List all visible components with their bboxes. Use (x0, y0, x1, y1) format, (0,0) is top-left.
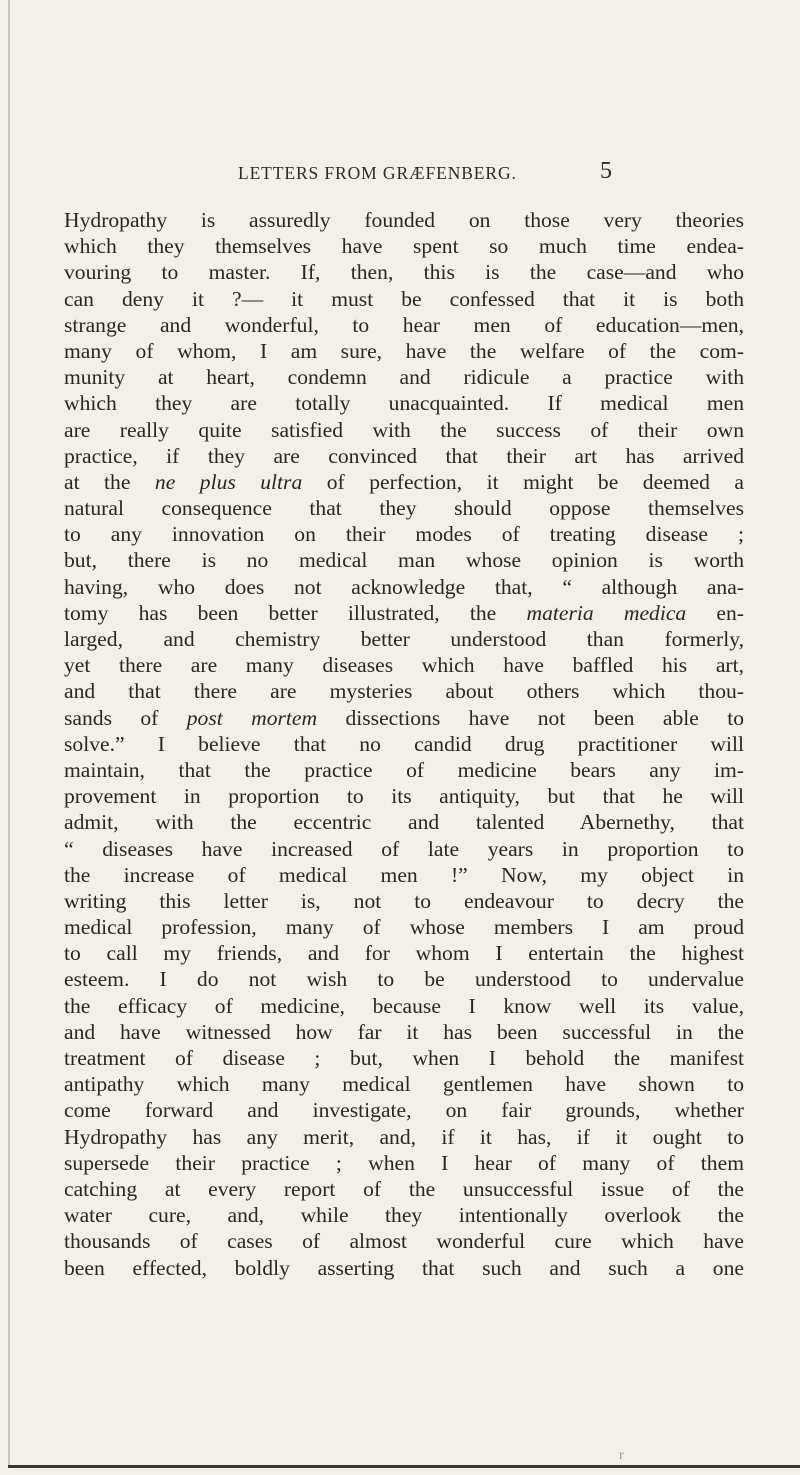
text-line: treatment of disease ; but, when I behold the manifest (64, 1046, 744, 1070)
text-line: larged, and chemistry better understood than formerly, (64, 627, 744, 651)
text-line: which they themselves have spent so much time endea- (64, 234, 744, 259)
text-line: esteem. I do not wish to be understood to undervalue (64, 967, 744, 992)
text-line: natural consequence that they should oppose themselves (64, 496, 744, 521)
text-line: many of whom, I am sure, have the welfare of the com- (64, 338, 744, 363)
text-line: maintain, that the practice of medicine bears any im- (64, 757, 744, 782)
text-line: provement in proportion to its antiquity, but that he will (64, 784, 744, 809)
bottom-mark: r (619, 1448, 624, 1463)
text-line: thousands of cases of almost wonderful cure which have (64, 1229, 744, 1254)
text-line: come forward and investigate, on fair grounds, whether (64, 1098, 744, 1123)
text-line: at the ne plus ultra of perfection, it might be deemed a (64, 469, 744, 494)
text-line: and have witnessed how far it has been successful in the (64, 1019, 744, 1044)
text-line: tomy has been better illustrated, the materia medica en- (64, 600, 744, 625)
text-line: to any innovation on their modes of treating disease ; (64, 522, 744, 547)
text-line: Hydropathy is assuredly founded on those very theories (64, 208, 744, 232)
text-line: the increase of medical men !” Now, my object in (64, 862, 744, 887)
text-line: munity at heart, condemn and ridicule a practice with (64, 365, 744, 390)
text-line: “ diseases have increased of late years in proportion to (64, 836, 744, 861)
text-line: catching at every report of the unsuccessful issue of the (64, 1176, 744, 1201)
text-line: yet there are many diseases which have baffled his art, (64, 653, 744, 678)
text-line: can deny it ?— it must be confessed that it is both (64, 286, 744, 311)
text-line: admit, with the eccentric and talented Abernethy, that (64, 810, 744, 835)
text-line: which they are totally unacquainted. If medical men (64, 391, 744, 416)
page-number: 5 (600, 158, 612, 184)
text-line: solve.” I believe that no candid drug practitioner will (64, 731, 744, 756)
running-title: LETTERS FROM GRÆFENBERG. (238, 163, 517, 183)
text-line: medical profession, many of whose members I am proud (64, 915, 744, 940)
text-line: water cure, and, while they intentionally overlook the (64, 1203, 744, 1228)
text-line: the efficacy of medicine, because I know well its value, (64, 993, 744, 1018)
text-line: strange and wonderful, to hear men of education—men, (64, 312, 744, 337)
text-line: having, who does not acknowledge that, “ although ana- (64, 574, 744, 599)
text-line: and that there are mysteries about others which thou- (64, 679, 744, 704)
text-line: but, there is no medical man whose opinion is worth (64, 548, 744, 573)
page-bottom-edge (8, 1465, 800, 1468)
text-line: practice, if they are convinced that their art has arrived (64, 443, 744, 468)
text-line: writing this letter is, not to endeavour to decry the (64, 888, 744, 913)
italic-phrase: ne plus ultra (154, 469, 303, 494)
text-line: antipathy which many medical gentlemen have shown to (64, 1072, 744, 1097)
text-line: Hydropathy has any merit, and, if it has, if it ought to (64, 1124, 744, 1149)
text-line: are really quite satisfied with the success of their own (64, 417, 744, 442)
text-line: sands of post mortem dissections have not been able to (64, 705, 744, 730)
italic-phrase: post mortem (186, 705, 318, 730)
running-head (0, 158, 800, 189)
text-line: to call my friends, and for whom I entertain the highest (64, 941, 744, 966)
text-line: been effected, boldly asserting that such and such a one (64, 1255, 744, 1280)
body-text (64, 207, 744, 1281)
page-left-edge (8, 0, 10, 1466)
text-line: supersede their practice ; when I hear of many of them (64, 1150, 744, 1175)
italic-phrase: materia medica (526, 600, 687, 625)
text-line: vouring to master. If, then, this is the case—and who (64, 260, 744, 285)
